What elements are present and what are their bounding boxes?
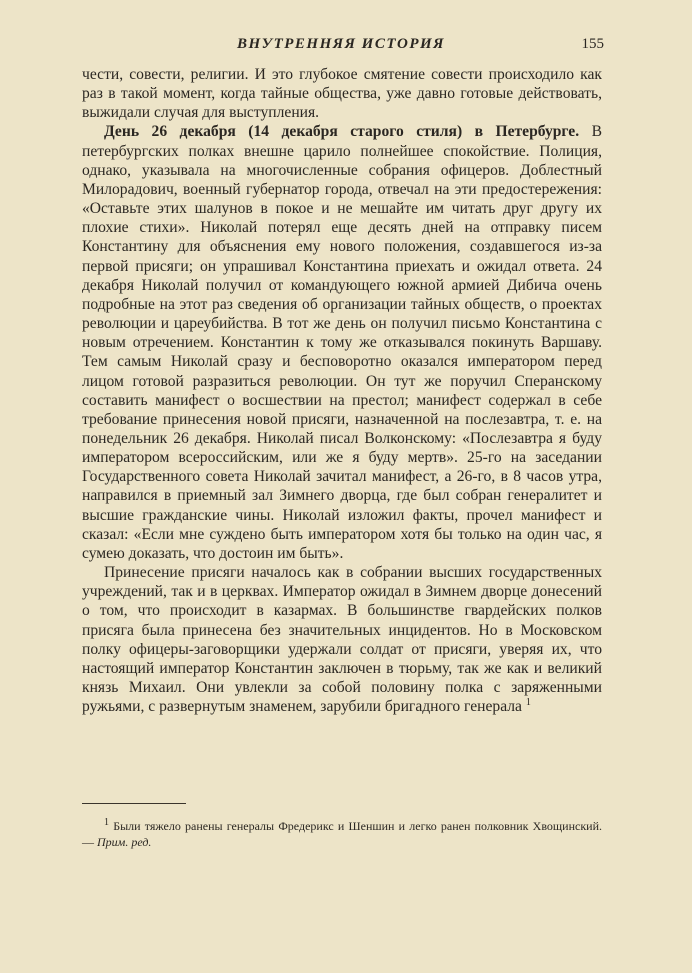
paragraph-3-text: Принесение присяги началось как в собрании высших государственных учреждений, так и в церквах. Император ожидал в Зимнем дворце донесений о том, что происходит в казармах. В большинстве гвардейских полков присяга была принесена без значительных инцидентов. Но в Московском полку офицеры-заговорщики удержали солдат от присяги, уверяя их, что настоящий император Константин заключен в тюрьму, так же как и великий князь Михаил. Они увлекли за собой половину полка с заряженными ружьями, с развернутым знаменем, зарубили бригадного генерала xyxy=(82,564,602,716)
section-heading: День 26 декабря (14 декабря старого стиля) в Петербурге. xyxy=(104,123,580,141)
footnote-text: Были тяжело ранены генералы Фредерикс и Шеншин и легко ранен полковник Хвощинский. — xyxy=(82,819,602,849)
paragraph-2-text: В петербургских полках внешне царило полнейшее спокойствие. Полиция, однако, указывала на многочисленные собрания офицеров. Доблестный Милорадович, военный губернатор города, отвечал на эти предостережения: «Оставьте этих шалунов в покое и не мешайте им читать друг другу их плохие стихи». Николай потерял еще десять дней на отправку писем Константину для объяснения ему нового положения, создавшегося из-за первой присяги; он упрашивал Константина приехать и ожидал ответа. 24 декабря Николай получил от командующего южной армией Дибича очень подробные на этот раз сведения об организации тайных обществ, о проектах революции и цареубийства. В тот же день он получил письмо Константина с новым отречением. Константин к тому же отказывался покинуть Варшаву. Тем самым Николай сразу и бесповоротно оказался императором перед лицом готовой разразиться революции. Он тут же поручил Сперанскому составить манифест о восшествии на престол; манифест содержал в себе требование принесения новой присяги, назначенной на послезавтра, т. е. на понедельник 26 декабря. Николай писал Волконскому: «Послезавтра я буду императором всероссийским, или же я буду мертв». 25-го на заседании Государственного совета Николай зачитал манифест, а 26-го, в 8 часов утра, направился в приемный зал Зимнего дворца, где был собран генералитет и высшие гражданские чины. Николай изложил факты, прочел манифест и сказал: «Если мне суждено быть императором хотя бы только на один час, я сумею доказать, что достоин им быть». xyxy=(82,123,602,562)
page-number: 155 xyxy=(581,36,604,52)
paragraph-1: чести, совести, религии. И это глубокое смятение совести происходило как раз в такой момент, когда тайные общества, уже давно готовые действовать, выжидали случая для выступления. xyxy=(82,66,602,122)
paragraph-2 xyxy=(82,122,602,563)
editor-note: Прим. ред. xyxy=(97,835,152,849)
footnote xyxy=(82,818,602,850)
footnote-marker: 1 xyxy=(104,817,109,828)
footnote-divider xyxy=(82,803,186,804)
running-title: ВНУТРЕННЯЯ ИСТОРИЯ xyxy=(236,36,446,52)
footnote-reference: 1 xyxy=(525,696,531,708)
paragraph-3 xyxy=(82,563,602,716)
page-header xyxy=(78,36,604,58)
body-text xyxy=(82,65,602,716)
